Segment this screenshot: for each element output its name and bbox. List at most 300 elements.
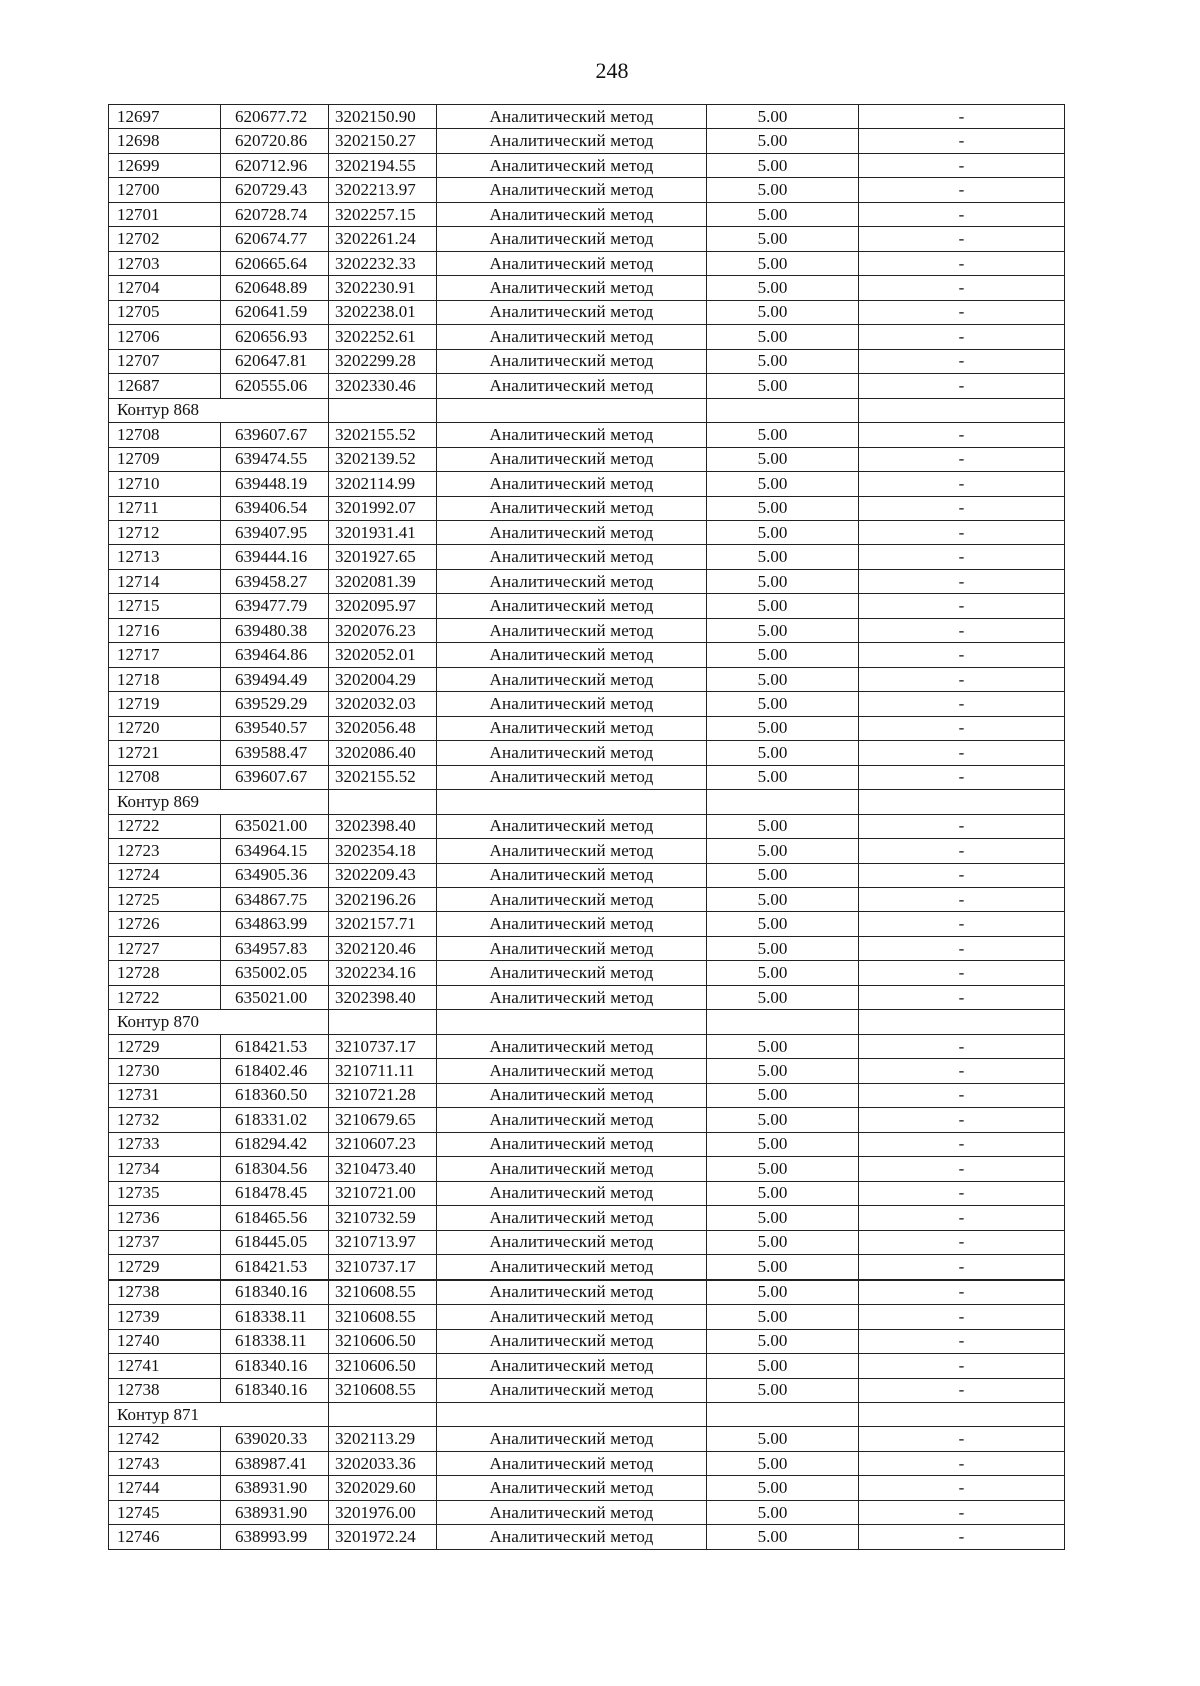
table-row — [109, 520, 1065, 544]
x-coordinate-cell: 639458.27 — [221, 569, 329, 593]
table-row — [109, 1059, 1065, 1083]
y-coordinate-cell: 3202155.52 — [329, 423, 437, 447]
x-coordinate-cell: 618402.46 — [221, 1059, 329, 1083]
method-cell: Аналитический метод — [437, 1108, 707, 1132]
y-coordinate-cell: 3202194.55 — [329, 153, 437, 177]
y-coordinate-cell: 3210721.00 — [329, 1181, 437, 1205]
method-cell: Аналитический метод — [437, 1280, 707, 1304]
accuracy-cell: 5.00 — [707, 374, 859, 398]
y-coordinate-cell: 3202230.91 — [329, 276, 437, 300]
method-cell: Аналитический метод — [437, 1305, 707, 1329]
accuracy-cell: 5.00 — [707, 105, 859, 129]
x-coordinate-cell: 620712.96 — [221, 153, 329, 177]
x-coordinate-cell: 620647.81 — [221, 349, 329, 373]
accuracy-cell: 5.00 — [707, 814, 859, 838]
y-coordinate-cell: 3202033.36 — [329, 1451, 437, 1475]
point-id-cell: 12725 — [109, 888, 221, 912]
accuracy-cell: 5.00 — [707, 741, 859, 765]
point-id-cell: 12726 — [109, 912, 221, 936]
table-row — [109, 1280, 1065, 1304]
note-cell: - — [859, 912, 1065, 936]
table-row — [109, 447, 1065, 471]
method-cell: Аналитический метод — [437, 105, 707, 129]
y-coordinate-cell: 3202150.90 — [329, 105, 437, 129]
point-id-cell: 12734 — [109, 1157, 221, 1181]
y-coordinate-cell: 3210732.59 — [329, 1206, 437, 1230]
note-cell: - — [859, 936, 1065, 960]
note-cell: - — [859, 1280, 1065, 1304]
x-coordinate-cell: 620641.59 — [221, 300, 329, 324]
empty-cell — [707, 1403, 859, 1427]
accuracy-cell: 5.00 — [707, 178, 859, 202]
method-cell: Аналитический метод — [437, 1034, 707, 1058]
y-coordinate-cell: 3202330.46 — [329, 374, 437, 398]
x-coordinate-cell: 639020.33 — [221, 1427, 329, 1451]
x-coordinate-cell: 639464.86 — [221, 643, 329, 667]
note-cell: - — [859, 129, 1065, 153]
y-coordinate-cell: 3202354.18 — [329, 839, 437, 863]
table-row — [109, 912, 1065, 936]
empty-cell — [437, 790, 707, 814]
table-row — [109, 741, 1065, 765]
accuracy-cell: 5.00 — [707, 1476, 859, 1500]
empty-cell — [329, 398, 437, 422]
point-id-cell: 12704 — [109, 276, 221, 300]
table-row — [109, 153, 1065, 177]
point-id-cell: 12716 — [109, 618, 221, 642]
point-id-cell: 12745 — [109, 1500, 221, 1524]
method-cell: Аналитический метод — [437, 1181, 707, 1205]
x-coordinate-cell: 618304.56 — [221, 1157, 329, 1181]
empty-cell — [707, 398, 859, 422]
x-coordinate-cell: 634957.83 — [221, 936, 329, 960]
x-coordinate-cell: 638993.99 — [221, 1525, 329, 1550]
table-row — [109, 349, 1065, 373]
method-cell: Аналитический метод — [437, 839, 707, 863]
note-cell: - — [859, 227, 1065, 251]
note-cell: - — [859, 1034, 1065, 1058]
accuracy-cell: 5.00 — [707, 276, 859, 300]
method-cell: Аналитический метод — [437, 496, 707, 520]
note-cell: - — [859, 1451, 1065, 1475]
method-cell: Аналитический метод — [437, 1525, 707, 1550]
method-cell: Аналитический метод — [437, 1157, 707, 1181]
note-cell: - — [859, 545, 1065, 569]
y-coordinate-cell: 3210608.55 — [329, 1305, 437, 1329]
x-coordinate-cell: 620665.64 — [221, 251, 329, 275]
table-row — [109, 423, 1065, 447]
accuracy-cell: 5.00 — [707, 912, 859, 936]
y-coordinate-cell: 3210473.40 — [329, 1157, 437, 1181]
point-id-cell: 12717 — [109, 643, 221, 667]
note-cell: - — [859, 1206, 1065, 1230]
method-cell: Аналитический метод — [437, 692, 707, 716]
note-cell: - — [859, 863, 1065, 887]
method-cell: Аналитический метод — [437, 1083, 707, 1107]
point-id-cell: 12738 — [109, 1280, 221, 1304]
point-id-cell: 12706 — [109, 325, 221, 349]
note-cell: - — [859, 692, 1065, 716]
point-id-cell: 12737 — [109, 1230, 221, 1254]
accuracy-cell: 5.00 — [707, 227, 859, 251]
x-coordinate-cell: 618338.11 — [221, 1329, 329, 1353]
note-cell: - — [859, 520, 1065, 544]
table-row — [109, 1181, 1065, 1205]
method-cell: Аналитический метод — [437, 618, 707, 642]
x-coordinate-cell: 620648.89 — [221, 276, 329, 300]
table-row — [109, 276, 1065, 300]
note-cell: - — [859, 643, 1065, 667]
accuracy-cell: 5.00 — [707, 545, 859, 569]
empty-cell — [437, 398, 707, 422]
y-coordinate-cell: 3210606.50 — [329, 1354, 437, 1378]
accuracy-cell: 5.00 — [707, 569, 859, 593]
x-coordinate-cell: 639474.55 — [221, 447, 329, 471]
y-coordinate-cell: 3202056.48 — [329, 716, 437, 740]
x-coordinate-cell: 620728.74 — [221, 202, 329, 226]
x-coordinate-cell: 618421.53 — [221, 1034, 329, 1058]
accuracy-cell: 5.00 — [707, 1132, 859, 1156]
table-row — [109, 618, 1065, 642]
y-coordinate-cell: 3201972.24 — [329, 1525, 437, 1550]
y-coordinate-cell: 3202114.99 — [329, 472, 437, 496]
note-cell: - — [859, 251, 1065, 275]
x-coordinate-cell: 639448.19 — [221, 472, 329, 496]
point-id-cell: 12741 — [109, 1354, 221, 1378]
accuracy-cell: 5.00 — [707, 251, 859, 275]
accuracy-cell: 5.00 — [707, 692, 859, 716]
accuracy-cell: 5.00 — [707, 1354, 859, 1378]
method-cell: Аналитический метод — [437, 1132, 707, 1156]
method-cell: Аналитический метод — [437, 202, 707, 226]
method-cell: Аналитический метод — [437, 765, 707, 789]
method-cell: Аналитический метод — [437, 227, 707, 251]
x-coordinate-cell: 639407.95 — [221, 520, 329, 544]
table-row — [109, 1476, 1065, 1500]
accuracy-cell: 5.00 — [707, 839, 859, 863]
accuracy-cell: 5.00 — [707, 1108, 859, 1132]
method-cell: Аналитический метод — [437, 178, 707, 202]
accuracy-cell: 5.00 — [707, 472, 859, 496]
point-id-cell: 12711 — [109, 496, 221, 520]
note-cell: - — [859, 1132, 1065, 1156]
accuracy-cell: 5.00 — [707, 863, 859, 887]
y-coordinate-cell: 3210607.23 — [329, 1132, 437, 1156]
x-coordinate-cell: 618338.11 — [221, 1305, 329, 1329]
table-row — [109, 1108, 1065, 1132]
table-row — [109, 936, 1065, 960]
x-coordinate-cell: 618360.50 — [221, 1083, 329, 1107]
empty-cell — [707, 1010, 859, 1034]
method-cell: Аналитический метод — [437, 863, 707, 887]
note-cell: - — [859, 423, 1065, 447]
accuracy-cell: 5.00 — [707, 594, 859, 618]
empty-cell — [437, 1010, 707, 1034]
method-cell: Аналитический метод — [437, 716, 707, 740]
y-coordinate-cell: 3202150.27 — [329, 129, 437, 153]
method-cell: Аналитический метод — [437, 545, 707, 569]
method-cell: Аналитический метод — [437, 1427, 707, 1451]
note-cell: - — [859, 1157, 1065, 1181]
point-id-cell: 12712 — [109, 520, 221, 544]
y-coordinate-cell: 3202196.26 — [329, 888, 437, 912]
note-cell: - — [859, 1255, 1065, 1279]
note-cell: - — [859, 569, 1065, 593]
point-id-cell: 12723 — [109, 839, 221, 863]
y-coordinate-cell: 3202139.52 — [329, 447, 437, 471]
table-row — [109, 325, 1065, 349]
table-row — [109, 1354, 1065, 1378]
accuracy-cell: 5.00 — [707, 496, 859, 520]
x-coordinate-cell: 638987.41 — [221, 1451, 329, 1475]
table-row — [109, 667, 1065, 691]
accuracy-cell: 5.00 — [707, 1206, 859, 1230]
table-row — [109, 1255, 1065, 1279]
accuracy-cell: 5.00 — [707, 423, 859, 447]
y-coordinate-cell: 3202155.52 — [329, 765, 437, 789]
table-row — [109, 472, 1065, 496]
point-id-cell: 12729 — [109, 1034, 221, 1058]
table-row — [109, 178, 1065, 202]
table-row — [109, 202, 1065, 226]
point-id-cell: 12722 — [109, 985, 221, 1009]
y-coordinate-cell: 3202032.03 — [329, 692, 437, 716]
point-id-cell: 12736 — [109, 1206, 221, 1230]
empty-cell — [329, 1403, 437, 1427]
y-coordinate-cell: 3202113.29 — [329, 1427, 437, 1451]
note-cell: - — [859, 300, 1065, 324]
x-coordinate-cell: 618294.42 — [221, 1132, 329, 1156]
method-cell: Аналитический метод — [437, 594, 707, 618]
y-coordinate-cell: 3202257.15 — [329, 202, 437, 226]
accuracy-cell: 5.00 — [707, 888, 859, 912]
table-row — [109, 129, 1065, 153]
method-cell: Аналитический метод — [437, 129, 707, 153]
point-id-cell: 12720 — [109, 716, 221, 740]
method-cell: Аналитический метод — [437, 814, 707, 838]
point-id-cell: 12740 — [109, 1329, 221, 1353]
note-cell: - — [859, 153, 1065, 177]
method-cell: Аналитический метод — [437, 912, 707, 936]
y-coordinate-cell: 3202261.24 — [329, 227, 437, 251]
table-row — [109, 692, 1065, 716]
note-cell: - — [859, 349, 1065, 373]
point-id-cell: 12705 — [109, 300, 221, 324]
accuracy-cell: 5.00 — [707, 618, 859, 642]
table-row — [109, 496, 1065, 520]
accuracy-cell: 5.00 — [707, 1525, 859, 1550]
table-row — [109, 594, 1065, 618]
x-coordinate-cell: 618478.45 — [221, 1181, 329, 1205]
y-coordinate-cell: 3202052.01 — [329, 643, 437, 667]
y-coordinate-cell: 3202398.40 — [329, 814, 437, 838]
method-cell: Аналитический метод — [437, 643, 707, 667]
method-cell: Аналитический метод — [437, 569, 707, 593]
table-row — [109, 105, 1065, 129]
table-row — [109, 1206, 1065, 1230]
empty-cell — [437, 1403, 707, 1427]
x-coordinate-cell: 638931.90 — [221, 1476, 329, 1500]
point-id-cell: 12729 — [109, 1255, 221, 1279]
method-cell: Аналитический метод — [437, 423, 707, 447]
x-coordinate-cell: 639494.49 — [221, 667, 329, 691]
method-cell: Аналитический метод — [437, 1059, 707, 1083]
point-id-cell: 12708 — [109, 765, 221, 789]
method-cell: Аналитический метод — [437, 447, 707, 471]
method-cell: Аналитический метод — [437, 1255, 707, 1279]
point-id-cell: 12709 — [109, 447, 221, 471]
y-coordinate-cell: 3202029.60 — [329, 1476, 437, 1500]
accuracy-cell: 5.00 — [707, 1280, 859, 1304]
point-id-cell: 12697 — [109, 105, 221, 129]
method-cell: Аналитический метод — [437, 349, 707, 373]
table-row — [109, 985, 1065, 1009]
point-id-cell: 12728 — [109, 961, 221, 985]
note-cell: - — [859, 985, 1065, 1009]
point-id-cell: 12743 — [109, 1451, 221, 1475]
note-cell: - — [859, 178, 1065, 202]
x-coordinate-cell: 635021.00 — [221, 985, 329, 1009]
x-coordinate-cell: 634867.75 — [221, 888, 329, 912]
method-cell: Аналитический метод — [437, 1476, 707, 1500]
y-coordinate-cell: 3202004.29 — [329, 667, 437, 691]
accuracy-cell: 5.00 — [707, 643, 859, 667]
table-row — [109, 1329, 1065, 1353]
note-cell: - — [859, 496, 1065, 520]
method-cell: Аналитический метод — [437, 1451, 707, 1475]
table-row — [109, 1157, 1065, 1181]
table-row — [109, 1427, 1065, 1451]
accuracy-cell: 5.00 — [707, 1255, 859, 1279]
note-cell: - — [859, 765, 1065, 789]
table-row — [109, 888, 1065, 912]
method-cell: Аналитический метод — [437, 300, 707, 324]
y-coordinate-cell: 3202081.39 — [329, 569, 437, 593]
y-coordinate-cell: 3202209.43 — [329, 863, 437, 887]
table-row — [109, 765, 1065, 789]
table-row — [109, 300, 1065, 324]
method-cell: Аналитический метод — [437, 936, 707, 960]
y-coordinate-cell: 3210737.17 — [329, 1255, 437, 1279]
y-coordinate-cell: 3202076.23 — [329, 618, 437, 642]
accuracy-cell: 5.00 — [707, 1378, 859, 1402]
table-row — [109, 814, 1065, 838]
contour-label: Контур 871 — [109, 1403, 329, 1427]
y-coordinate-cell: 3202234.16 — [329, 961, 437, 985]
method-cell: Аналитический метод — [437, 374, 707, 398]
table-row — [109, 839, 1065, 863]
note-cell: - — [859, 1083, 1065, 1107]
x-coordinate-cell: 620729.43 — [221, 178, 329, 202]
coordinates-table — [108, 104, 1065, 1550]
method-cell: Аналитический метод — [437, 961, 707, 985]
note-cell: - — [859, 961, 1065, 985]
x-coordinate-cell: 618340.16 — [221, 1378, 329, 1402]
y-coordinate-cell: 3210608.55 — [329, 1378, 437, 1402]
x-coordinate-cell: 618445.05 — [221, 1230, 329, 1254]
note-cell: - — [859, 105, 1065, 129]
empty-cell — [707, 790, 859, 814]
contour-header-row — [109, 398, 1065, 422]
table-row — [109, 961, 1065, 985]
x-coordinate-cell: 618340.16 — [221, 1354, 329, 1378]
table-row — [109, 251, 1065, 275]
accuracy-cell: 5.00 — [707, 1451, 859, 1475]
point-id-cell: 12746 — [109, 1525, 221, 1550]
point-id-cell: 12722 — [109, 814, 221, 838]
contour-label: Контур 869 — [109, 790, 329, 814]
note-cell: - — [859, 1329, 1065, 1353]
contour-label: Контур 868 — [109, 398, 329, 422]
x-coordinate-cell: 634863.99 — [221, 912, 329, 936]
point-id-cell: 12719 — [109, 692, 221, 716]
note-cell: - — [859, 839, 1065, 863]
note-cell: - — [859, 667, 1065, 691]
x-coordinate-cell: 620555.06 — [221, 374, 329, 398]
point-id-cell: 12687 — [109, 374, 221, 398]
empty-cell — [859, 1403, 1065, 1427]
point-id-cell: 12724 — [109, 863, 221, 887]
y-coordinate-cell: 3202232.33 — [329, 251, 437, 275]
x-coordinate-cell: 639529.29 — [221, 692, 329, 716]
note-cell: - — [859, 1525, 1065, 1550]
point-id-cell: 12730 — [109, 1059, 221, 1083]
x-coordinate-cell: 635021.00 — [221, 814, 329, 838]
table-row — [109, 569, 1065, 593]
accuracy-cell: 5.00 — [707, 202, 859, 226]
x-coordinate-cell: 620674.77 — [221, 227, 329, 251]
note-cell: - — [859, 1378, 1065, 1402]
y-coordinate-cell: 3202238.01 — [329, 300, 437, 324]
method-cell: Аналитический метод — [437, 1329, 707, 1353]
table-row — [109, 1230, 1065, 1254]
method-cell: Аналитический метод — [437, 520, 707, 544]
point-id-cell: 12733 — [109, 1132, 221, 1156]
method-cell: Аналитический метод — [437, 1354, 707, 1378]
contour-label: Контур 870 — [109, 1010, 329, 1034]
empty-cell — [859, 1010, 1065, 1034]
x-coordinate-cell: 620656.93 — [221, 325, 329, 349]
method-cell: Аналитический метод — [437, 985, 707, 1009]
method-cell: Аналитический метод — [437, 325, 707, 349]
accuracy-cell: 5.00 — [707, 1427, 859, 1451]
note-cell: - — [859, 447, 1065, 471]
method-cell: Аналитический метод — [437, 667, 707, 691]
y-coordinate-cell: 3202252.61 — [329, 325, 437, 349]
empty-cell — [329, 1010, 437, 1034]
method-cell: Аналитический метод — [437, 1206, 707, 1230]
point-id-cell: 12698 — [109, 129, 221, 153]
accuracy-cell: 5.00 — [707, 667, 859, 691]
y-coordinate-cell: 3210721.28 — [329, 1083, 437, 1107]
point-id-cell: 12727 — [109, 936, 221, 960]
x-coordinate-cell: 618465.56 — [221, 1206, 329, 1230]
point-id-cell: 12742 — [109, 1427, 221, 1451]
x-coordinate-cell: 634905.36 — [221, 863, 329, 887]
table-row — [109, 716, 1065, 740]
point-id-cell: 12721 — [109, 741, 221, 765]
method-cell: Аналитический метод — [437, 1230, 707, 1254]
table-row — [109, 1034, 1065, 1058]
point-id-cell: 12702 — [109, 227, 221, 251]
point-id-cell: 12744 — [109, 1476, 221, 1500]
accuracy-cell: 5.00 — [707, 961, 859, 985]
y-coordinate-cell: 3210713.97 — [329, 1230, 437, 1254]
x-coordinate-cell: 639607.67 — [221, 423, 329, 447]
y-coordinate-cell: 3201992.07 — [329, 496, 437, 520]
accuracy-cell: 5.00 — [707, 447, 859, 471]
x-coordinate-cell: 639406.54 — [221, 496, 329, 520]
